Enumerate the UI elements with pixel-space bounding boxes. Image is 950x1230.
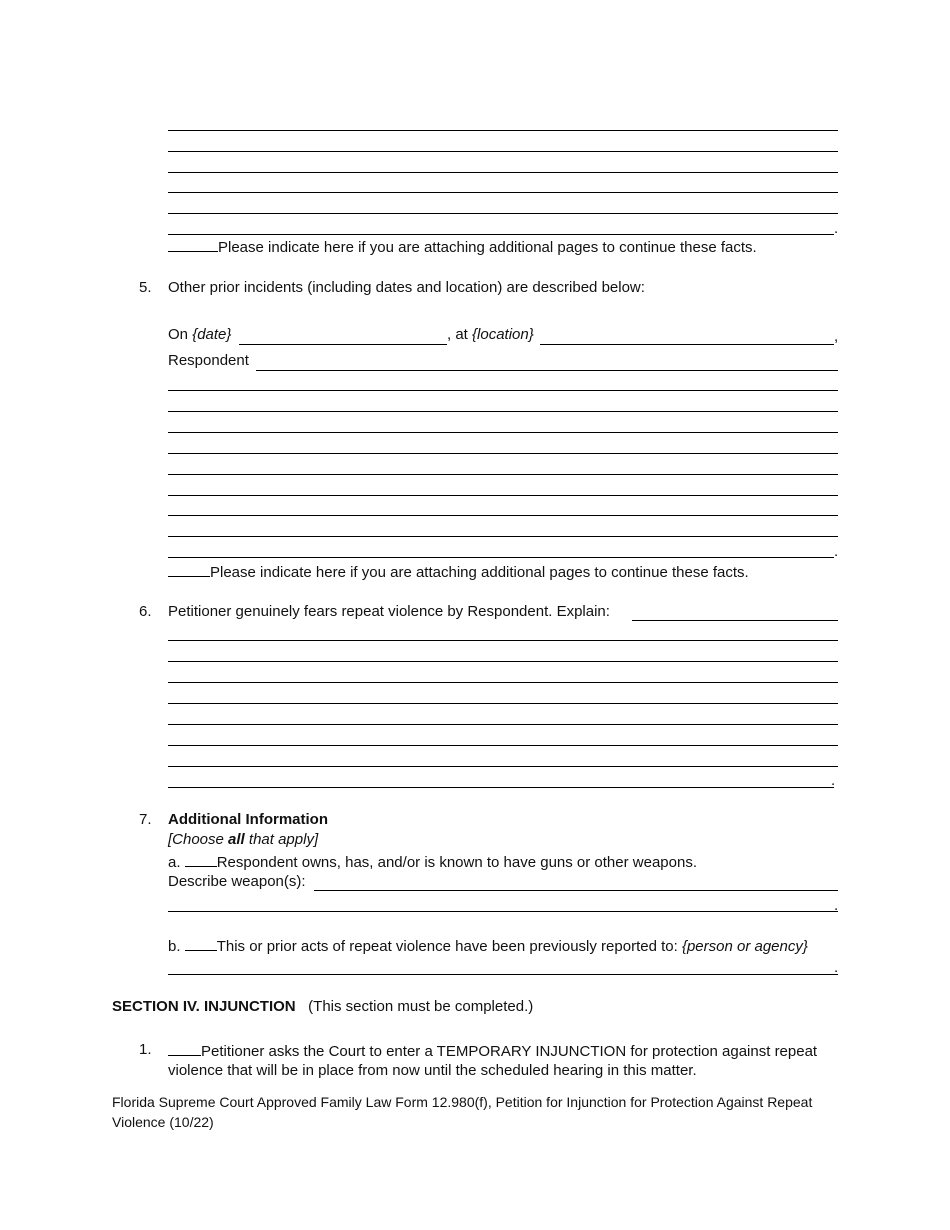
date-field[interactable] <box>239 344 447 345</box>
choose-instruction: [Choose all that apply] <box>168 831 319 848</box>
explain-line[interactable] <box>168 766 838 767</box>
attach-pages-note-5: Please indicate here if you are attaching additional pages to continue these facts. <box>168 562 749 582</box>
incident-date-location-row: On {date} <box>168 326 232 343</box>
item7b: b. This or prior acts of repeat violence have been previously reported to: {person or agency} <box>168 938 808 955</box>
explain-line[interactable] <box>168 640 838 641</box>
item5-heading: Other prior incidents (including dates and location) are described below: <box>168 279 645 296</box>
describe-weapons-label: Describe weapon(s): <box>168 873 306 890</box>
comma: , <box>834 328 839 345</box>
attach-pages-note: Please indicate here if you are attaching additional pages to continue these facts. <box>168 237 757 257</box>
period: . <box>834 897 839 914</box>
temporary-injunction-checkbox[interactable] <box>168 1041 201 1056</box>
explain-line[interactable] <box>168 745 838 746</box>
reported-line[interactable] <box>168 974 838 975</box>
item7-heading: Additional Information <box>168 811 328 828</box>
period: . <box>834 543 839 560</box>
item-number: 1. <box>139 1041 152 1058</box>
location-field[interactable] <box>540 344 834 345</box>
item-number: 7. <box>139 811 152 828</box>
fact-line[interactable] <box>168 151 838 152</box>
item-number: 6. <box>139 603 152 620</box>
incident-line[interactable] <box>168 453 838 454</box>
period: . <box>834 959 839 976</box>
attach-pages-checkbox-5[interactable] <box>168 562 210 577</box>
respondent-field[interactable] <box>256 370 838 371</box>
incident-line[interactable] <box>168 432 838 433</box>
weapons-checkbox[interactable] <box>185 852 217 867</box>
incident-line[interactable] <box>168 474 838 475</box>
period: . <box>831 772 836 789</box>
respondent-label: Respondent <box>168 352 249 369</box>
explain-line[interactable] <box>168 787 834 788</box>
explain-line[interactable] <box>168 724 838 725</box>
incident-line[interactable] <box>168 390 838 391</box>
form-footer: Florida Supreme Court Approved Family Law Form 12.980(f), Petition for Injunction for Protection Against Repeat Violence (10/22) <box>112 1094 813 1130</box>
weapons-line[interactable] <box>168 911 838 912</box>
incident-line[interactable] <box>168 536 838 537</box>
incident-line[interactable] <box>168 515 838 516</box>
fact-line[interactable] <box>168 130 838 131</box>
explain-field[interactable] <box>632 620 838 621</box>
reported-checkbox[interactable] <box>185 936 217 951</box>
period: . <box>834 220 839 237</box>
fact-line[interactable] <box>168 192 838 193</box>
item-number: 5. <box>139 279 152 296</box>
explain-line[interactable] <box>168 661 838 662</box>
explain-line[interactable] <box>168 703 838 704</box>
incident-line[interactable] <box>168 557 834 558</box>
item7a: a. Respondent owns, has, and/or is known to have guns or other weapons. <box>168 854 697 871</box>
fact-line[interactable] <box>168 213 838 214</box>
weapons-field[interactable] <box>314 890 838 891</box>
fact-line[interactable] <box>168 172 838 173</box>
section-iv-heading: SECTION IV. INJUNCTION (This section must be completed.) <box>112 998 534 1015</box>
temporary-injunction-line2: violence that will be in place from now until the scheduled hearing in this matter. <box>168 1062 697 1079</box>
location-label: , at {location} <box>447 326 534 343</box>
incident-line[interactable] <box>168 495 838 496</box>
explain-line[interactable] <box>168 682 838 683</box>
temporary-injunction-request: Petitioner asks the Court to enter a TEMPORARY INJUNCTION for protection against repeat <box>168 1041 817 1061</box>
date-placeholder: {date} <box>192 326 232 343</box>
item6-text: Petitioner genuinely fears repeat violence by Respondent. Explain: <box>168 603 610 620</box>
attach-pages-checkbox[interactable] <box>168 237 218 252</box>
incident-line[interactable] <box>168 411 838 412</box>
fact-line[interactable] <box>168 234 834 235</box>
